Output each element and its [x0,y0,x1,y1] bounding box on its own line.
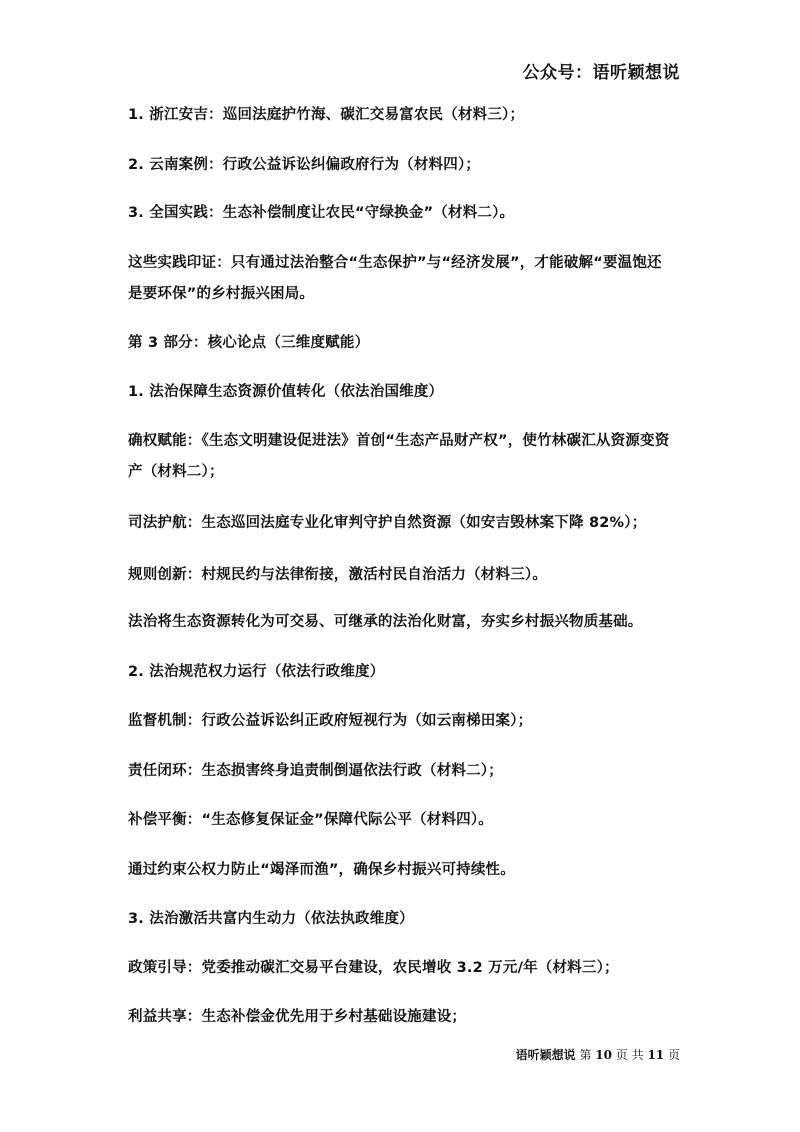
footer-mid: 页 共 [615,1048,644,1062]
paragraph: 2. 云南案例：行政公益诉讼纠偏政府行为（材料四）； [128,157,481,173]
paragraph: 1. 法治保障生态资源价值转化（依法治国维度） [128,384,444,400]
paragraph: 确权赋能：《生态文明建设促进法》首创“生态产品财产权”，使竹林碳汇从资源变资产（材料二）； [128,433,670,480]
paragraph: 第 3 部分：核心论点（三维度赋能） [128,335,370,351]
paragraph: 这些实践印证：只有通过法治整合“生态保护”与“经济发展”，才能破解“要温饱还是要环保”的乡村振兴困局。 [128,255,662,302]
header-account-name: 公众号：语听颖想说 [522,63,680,83]
paragraph: 规则创新：村规民约与法律衔接，激活村民自治活力（材料三）。 [128,567,548,583]
paragraph: 3. 全国实践：生态补偿制度让农民“守绿换金”（材料二）。 [128,205,515,221]
footer-total-pages: 11 [647,1048,665,1062]
paragraph: 通过约束公权力防止“竭泽而渔”，确保乡村振兴可持续性。 [128,862,515,878]
paragraph: 3. 法治激活共富内生动力（依法执政维度） [128,911,414,927]
page-footer [516,1046,680,1063]
footer-suffix: 页 [667,1048,680,1062]
paragraph: 1. 浙江安吉：巡回法庭护竹海、碳汇交易富农民（材料三）； [128,107,525,123]
paragraph: 2. 法治规范权力运行（依法行政维度） [128,664,385,680]
footer-prefix: 第 [579,1048,592,1062]
paragraph: 补偿平衡：“生态修复保证金”保障代际公平（材料四）。 [128,812,494,828]
paragraph: 政策引导：党委推动碳汇交易平台建设，农民增收 3.2 万元/年（材料三）； [128,960,619,976]
paragraph: 监督机制：行政公益诉讼纠正政府短视行为（如云南梯田案）； [128,713,533,729]
footer-source: 语听颖想说 [515,1048,576,1062]
paragraph: 利益共享：生态补偿金优先用于乡村基础设施建设； [128,1009,467,1025]
footer-page-number: 10 [595,1048,612,1062]
paragraph: 责任闭环：生态损害终身追责制倒逼依法行政（材料二）； [128,763,503,779]
paragraph: 法治将生态资源转化为可交易、可继承的法治化财富，夯实乡村振兴物质基础。 [128,614,643,630]
paragraph: 司法护航：生态巡回法庭专业化审判守护自然资源（如安吉毁林案下降 82%）； [128,515,647,531]
